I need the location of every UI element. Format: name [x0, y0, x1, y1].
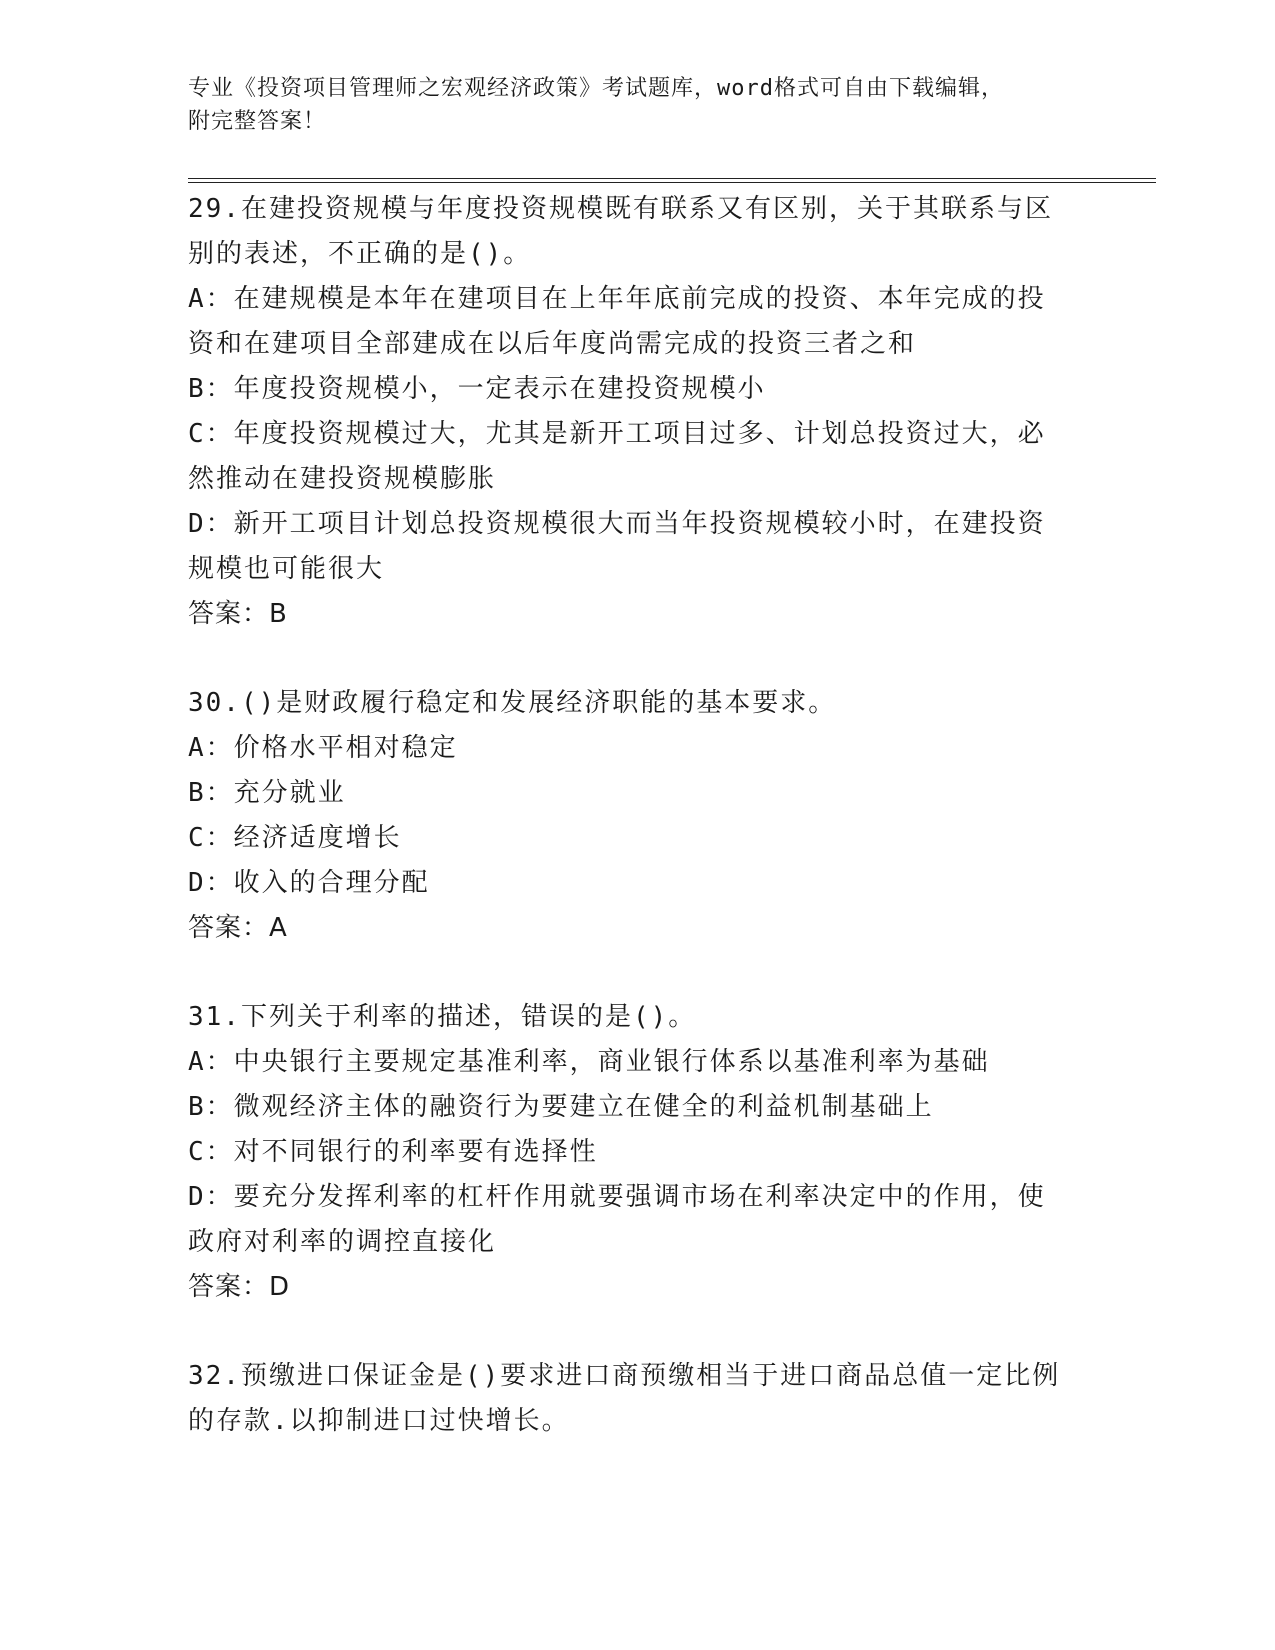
option-b: B：充分就业	[188, 778, 346, 808]
question-32	[188, 1354, 1088, 1444]
option-c-continued: 然推动在建投资规模膨胀	[188, 464, 497, 494]
option-c: C：经济适度增长	[188, 823, 402, 853]
question-stem-line: 30.()是财政履行稳定和发展经济职能的基本要求。	[188, 688, 837, 718]
option-c: C：年度投资规模过大，尤其是新开工项目过多、计划总投资过大，必	[188, 419, 1046, 449]
option-a: A：在建规模是本年在建项目在上年年底前完成的投资、本年完成的投	[188, 284, 1046, 314]
header-line-2: 附完整答案！	[188, 109, 327, 134]
option-d-continued: 规模也可能很大	[188, 554, 385, 584]
question-stem-line: 的存款.以抑制进口过快增长。	[188, 1406, 570, 1436]
question-29	[188, 187, 1088, 637]
answer-label: 答案：D	[188, 1272, 291, 1302]
question-list	[188, 187, 1088, 1444]
answer-label: 答案：A	[188, 913, 288, 943]
question-stem-line: 32.预缴进口保证金是()要求进口商预缴相当于进口商品总值一定比例	[188, 1361, 1061, 1391]
option-d-continued: 政府对利率的调控直接化	[188, 1227, 497, 1257]
question-31	[188, 995, 1088, 1310]
option-d: D：要充分发挥利率的杠杆作用就要强调市场在利率决定中的作用，使	[188, 1182, 1046, 1212]
question-stem-line: 31.下列关于利率的描述，错误的是()。	[188, 1002, 697, 1032]
option-b: B：微观经济主体的融资行为要建立在健全的利益机制基础上	[188, 1092, 934, 1122]
question-30	[188, 681, 1088, 951]
option-b: B：年度投资规模小，一定表示在建投资规模小	[188, 374, 766, 404]
option-a: A：中央银行主要规定基准利率，商业银行体系以基准利率为基础	[188, 1047, 990, 1077]
option-a: A：价格水平相对稳定	[188, 733, 458, 763]
page-header	[188, 72, 1068, 138]
option-d: D：新开工项目计划总投资规模很大而当年投资规模较小时，在建投资	[188, 509, 1046, 539]
option-d: D：收入的合理分配	[188, 868, 430, 898]
header-line-1: 专业《投资项目管理师之宏观经济政策》考试题库，word格式可自由下载编辑，	[188, 76, 1004, 101]
option-a-continued: 资和在建项目全部建成在以后年度尚需完成的投资三者之和	[188, 329, 917, 359]
header-double-rule	[188, 178, 1156, 183]
option-c: C：对不同银行的利率要有选择性	[188, 1137, 598, 1167]
answer-label: 答案：B	[188, 599, 288, 629]
question-stem-line: 29.在建投资规模与年度投资规模既有联系又有区别，关于其联系与区	[188, 194, 1053, 224]
question-stem-line: 别的表述，不正确的是()。	[188, 239, 532, 269]
